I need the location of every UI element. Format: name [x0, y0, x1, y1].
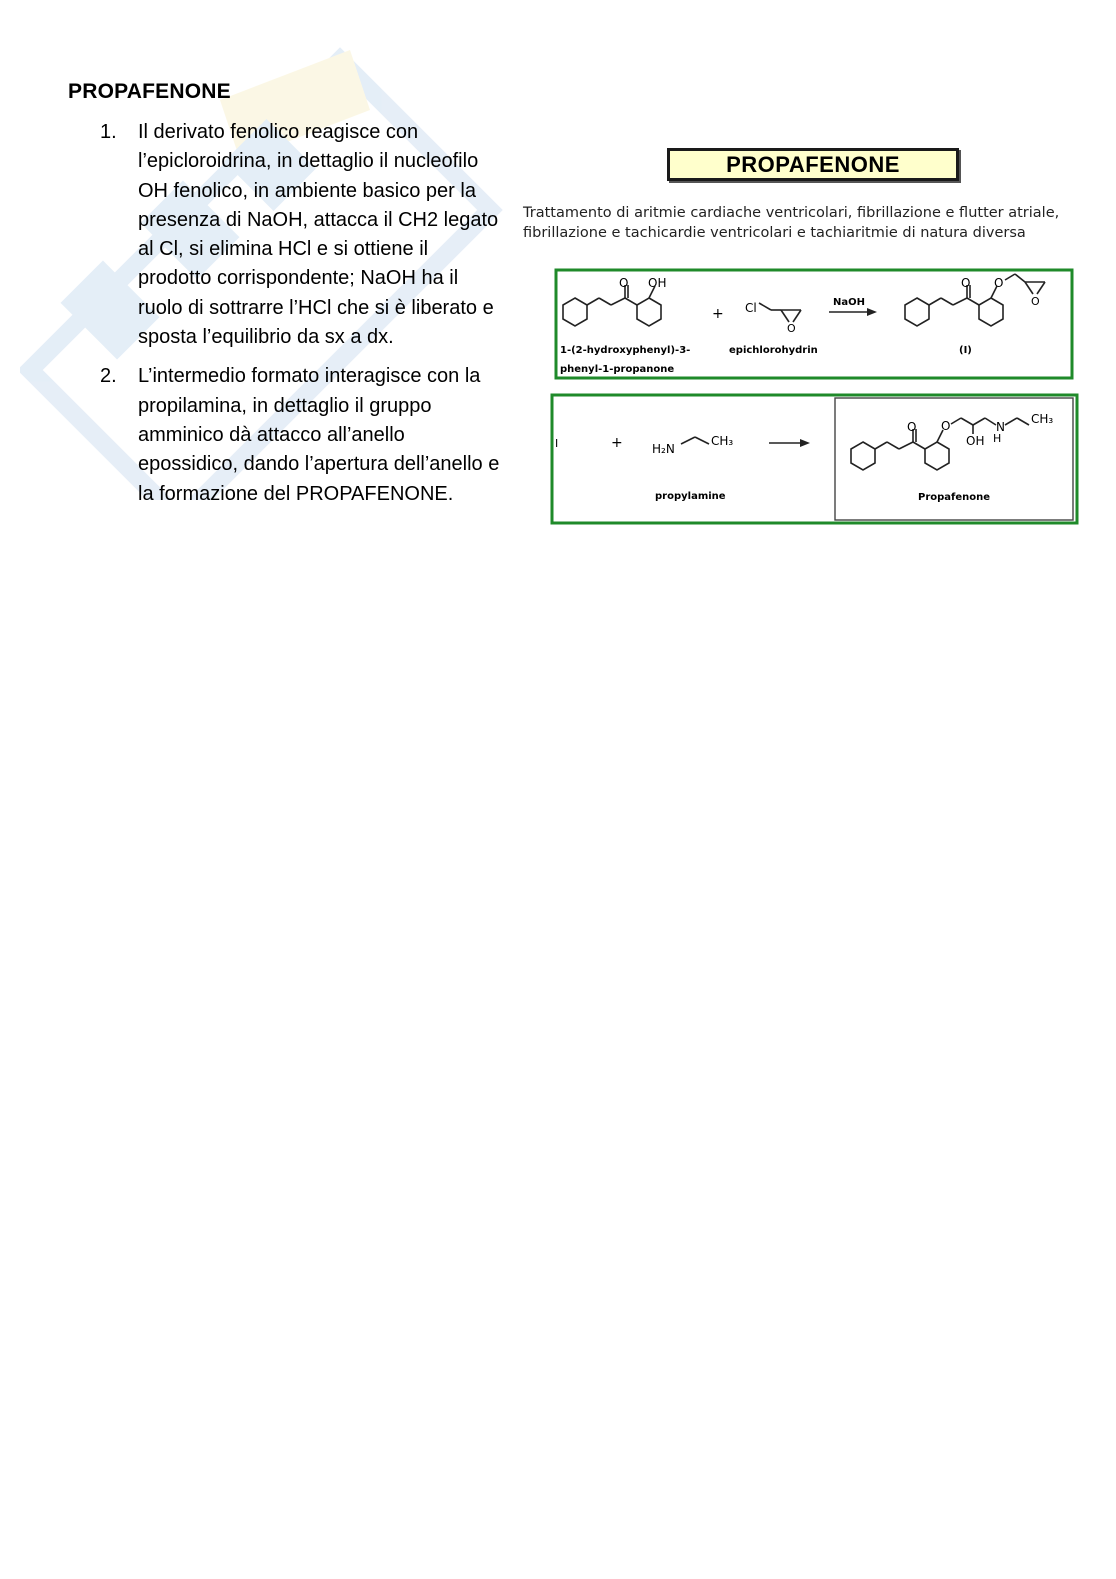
- product2-label: Propafenone: [918, 492, 991, 503]
- product1-label: (I): [959, 345, 972, 356]
- reactant2-label: epichlorohydrin: [729, 345, 818, 356]
- product1-structure: [905, 274, 1045, 326]
- atom-n: N: [996, 420, 1005, 434]
- step-number: 1.: [100, 121, 117, 143]
- atom-o: O: [907, 420, 917, 434]
- atom-oh: OH: [648, 276, 667, 290]
- steps-list: [96, 118, 506, 519]
- reactant1-structure: [563, 285, 661, 326]
- list-item: [96, 362, 506, 508]
- reactant1-label: phenyl-1-propanone: [560, 364, 675, 375]
- methyl-label: CH₃: [1031, 412, 1054, 426]
- step-text: L’intermedio formato interagisce con la propilamina, in dettaglio il gruppo amminico dà attacco all’anello epossidico, dando l’apertura dell’anello e la formazione del PROPAFENONE.: [138, 365, 500, 505]
- atom-o: O: [994, 276, 1004, 290]
- arrow-head: [867, 308, 877, 316]
- step-number: 2.: [100, 365, 117, 388]
- propylamine-chain: [681, 437, 709, 444]
- methyl-label: CH₃: [711, 434, 734, 448]
- atom-o: O: [787, 322, 796, 335]
- atom-o: O: [1031, 295, 1040, 308]
- reaction2-frame: [552, 395, 1077, 523]
- synthesis-figure: [515, 140, 1085, 540]
- atom-oh: OH: [966, 434, 985, 448]
- atom-o: O: [961, 276, 971, 290]
- reactant1-label: 1-(2-hydroxyphenyl)-3-: [560, 345, 691, 356]
- arrow-head: [800, 439, 810, 447]
- plus-sign: +: [611, 435, 623, 451]
- reagent-label: NaOH: [833, 297, 865, 308]
- plus-sign: +: [712, 306, 724, 322]
- atom-cl: Cl: [745, 301, 757, 315]
- figure-title: PROPAFENONE: [667, 148, 959, 181]
- step-text: Il derivato fenolico reagisce con l’epicloroidrina, in dettaglio il nucleofilo OH fenolico, in ambiente basico per la presenza di NaOH, attacca il CH2 legato al Cl, si elimina HCl e si ottiene il prodotto corrispondente; NaOH ha il ruolo di sottrarre l’HCl che si è liberato e sposta l’equilibrio da sx a dx.: [138, 121, 499, 349]
- atom-o: O: [941, 419, 951, 433]
- reactant2-label: propylamine: [655, 491, 726, 502]
- reaction-scheme: [515, 140, 1085, 540]
- document-title: PROPAFENONE: [68, 80, 231, 103]
- intermediate-label: I: [555, 437, 559, 450]
- amine-formula: H₂N: [652, 442, 675, 456]
- list-item: [96, 118, 506, 352]
- epichlorohydrin-structure: [759, 303, 801, 322]
- figure-caption: Trattamento di aritmie cardiache ventricolari, fibrillazione e flutter atriale, fibrillazione e tachicardie ventricolari e tachiaritmie di natura diversa: [523, 205, 1060, 241]
- atom-h: H: [993, 432, 1002, 445]
- atom-o: O: [619, 276, 629, 290]
